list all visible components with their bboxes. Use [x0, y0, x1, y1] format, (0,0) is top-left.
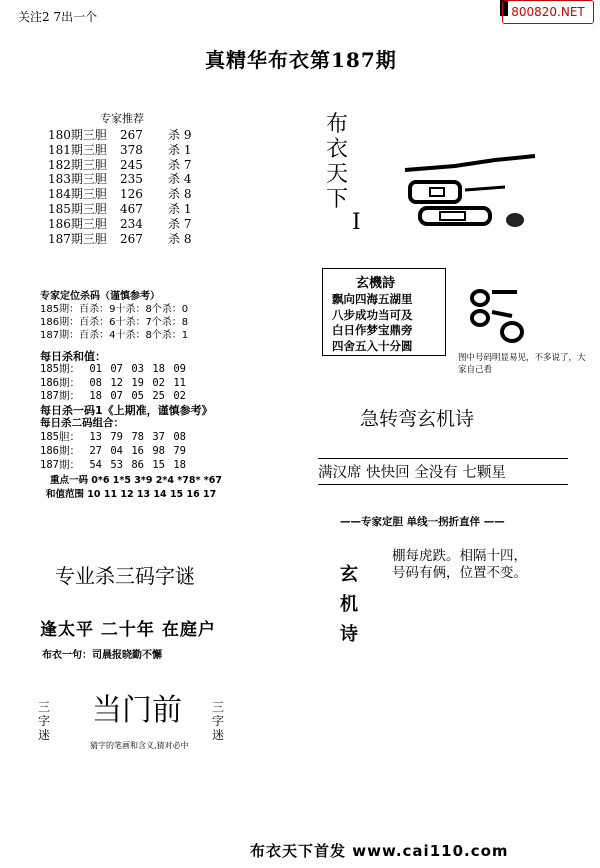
number-figure	[462, 284, 532, 348]
xuanji-lines	[332, 292, 413, 354]
table-row: 186期： 27 04 16 98 79	[40, 445, 186, 457]
riddle-hint: 猜字的笔画和含义,猜对必中	[90, 741, 189, 750]
expert-kill-block	[40, 290, 188, 342]
expert-dingdan: ——专家定胆 单线一拐折直伴 ——	[340, 516, 505, 528]
riddle-line: 逢太平 二十年 在庭户	[40, 620, 216, 640]
table-row: 186期： 08 12 19 02 11	[40, 376, 186, 389]
kill3-title: 专业杀三码字谜	[55, 564, 195, 588]
urgent-title: 急转弯玄机诗	[360, 408, 475, 430]
watermark: 800820.NET	[502, 0, 594, 24]
table-row: 187期： 54 53 86 15 18	[40, 459, 186, 471]
table-row: 180期三胆 267 杀 9	[48, 128, 192, 142]
table-row: 187期三胆 267 杀 8	[48, 231, 192, 246]
list-item: 185期：百杀：9十杀：8个杀：0	[40, 304, 189, 315]
riddle-label-left: 三字迷	[38, 700, 51, 742]
riddle-big-chars: 当门前	[92, 693, 182, 728]
daily-sum-title: 每日杀和值：	[40, 350, 106, 363]
table-row: 186期三胆 234 杀 7	[48, 216, 192, 231]
one-code-line: 每日杀一码1《上期准，谨慎参考》	[40, 404, 213, 417]
poem-two	[392, 548, 527, 582]
table-row: 183期三胆 235 杀 4	[48, 172, 192, 187]
page-title: 真精华布衣第187期	[205, 48, 397, 72]
two-code-block	[40, 416, 189, 472]
poem-line: 八步成功当可及	[332, 307, 413, 322]
buyi-vertical-title: 布衣天下	[326, 112, 349, 212]
expert-kill-title: 专家定位杀码（谨慎参考）	[40, 291, 160, 302]
table-row: 185期三胆 467 杀 1	[48, 201, 192, 216]
key-points: 重点一码 0*6 1*5 3*9 2*4 *78* *67	[50, 475, 222, 486]
table-row: 187期： 18 07 05 25 02	[40, 389, 186, 402]
hand-drawn-figure	[395, 140, 545, 240]
figure-caption: 图中号码明显易见，不多说了，大家自己看	[458, 353, 586, 375]
two-code-title: 每日杀二码组合：	[40, 417, 124, 429]
xuanji-title: 玄機詩	[356, 276, 396, 291]
poem-line: 棚每虎跌。相隔十四，	[392, 548, 527, 564]
riddle-label-right: 三字迷	[212, 700, 225, 742]
list-item: 186期：百杀：6十杀：7个杀：8	[40, 317, 189, 328]
table-row: 185胆： 13 79 78 37 08	[40, 431, 186, 443]
buyi-suffix: I	[352, 210, 361, 235]
poem-line: 四舍五入十分圆	[332, 338, 413, 353]
table-row: 181期三胆 378 杀 1	[48, 142, 192, 157]
footer: 布衣天下首发 www.cai110.com	[250, 842, 509, 860]
table-row: 182期三胆 245 杀 7	[48, 157, 192, 172]
table-row: 184期三胆 126 杀 8	[48, 187, 192, 202]
table-row: 185期： 01 07 03 18 09	[40, 363, 186, 376]
poem-line: 飘向四海五湖里	[332, 292, 413, 306]
list-item: 187期：百杀：4十杀：8个杀：1	[40, 330, 189, 341]
poem-line: 号码有俩，位置不变。	[392, 565, 527, 581]
poem-line: 白日作梦宝鼎旁	[332, 323, 413, 337]
buyi-line: 布衣一句：司晨报晓勤不懈	[42, 650, 162, 661]
xuanji-vertical: 玄机诗	[340, 564, 358, 645]
section-header: 专家推荐	[100, 112, 144, 125]
poem-bar: 满汉席 快快回 全没有 七颗星	[318, 458, 568, 485]
sum-range: 和值范围 10 11 12 13 14 15 16 17	[46, 489, 217, 500]
three-code-table	[48, 128, 191, 246]
daily-sum-block	[40, 350, 189, 403]
top-note: 关注2 7出一个	[18, 10, 98, 24]
